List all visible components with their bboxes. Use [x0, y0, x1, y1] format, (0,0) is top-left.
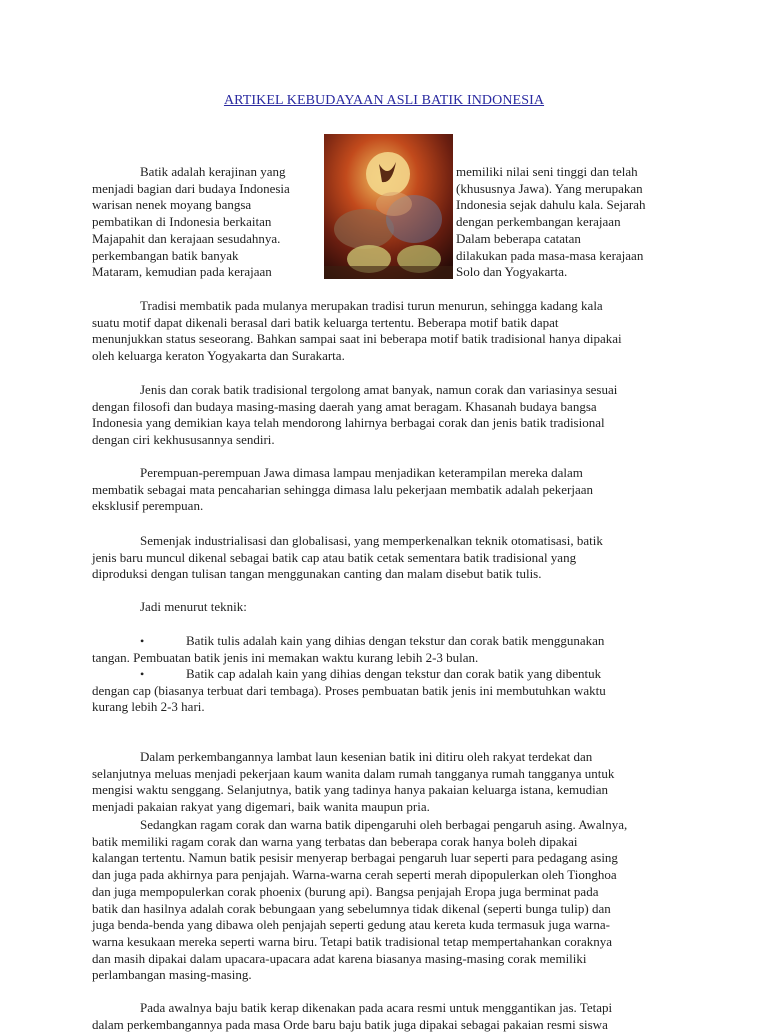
text-line: Mataram, kemudian pada kerajaan	[92, 264, 272, 280]
text-line: dalam perkembangannya pada masa Orde baru baju batik juga dipakai sebagai pakaian resmi siswa	[92, 1016, 608, 1032]
text-line: Indonesia yang demikian kaya telah mendorong lahirnya berbagai corak dan jenis batik tradisional	[92, 415, 605, 431]
text-line: Sedangkan ragam corak dan warna batik dipengaruhi oleh berbagai pengaruh asing. Awalnya,	[140, 817, 628, 832]
text-line: Batik cap adalah kain yang dihias dengan tekstur dan corak batik yang dibentuk	[186, 666, 602, 681]
text-line: pembatikan di Indonesia berkaitan	[92, 214, 272, 230]
text-line: mengisi waktu senggang. Selanjutnya, batik yang tadinya hanya pakaian keluarga istana, kemudian	[92, 782, 609, 798]
text-line: dilakukan pada masa-masa kerajaan	[456, 247, 644, 263]
text-line: Batik tulis adalah kain yang dihias dengan tekstur dan corak batik menggunakan	[186, 633, 605, 648]
text-line: dengan filosofi dan budaya masing-masing daerah yang amat beragam. Khasanah budaya bangsa	[92, 398, 597, 414]
text-line: Semenjak industrialisasi dan globalisasi, yang memperkenalkan teknik otomatisasi, batik	[140, 533, 603, 548]
text-line: diproduksi dengan tulisan tangan menggunakan canting dan malam disebut batik tulis.	[92, 566, 542, 582]
text-line: batik memiliki ragam corak dan warna yang terbatas dan beberapa corak hanya boleh dipakai	[92, 833, 578, 849]
text-line: menjadi pakaian rakyat yang digemari, baik wanita maupun pria.	[92, 799, 430, 815]
text-line: oleh keluarga keraton Yogyakarta dan Surakarta.	[92, 348, 345, 364]
text-line: dan juga pada akhirnya para penjajah. Warna-warna cerah seperti merah dipopulerkan oleh Tionghoa	[92, 867, 617, 883]
text-line: Indonesia sejak dahulu kala. Sejarah	[456, 197, 646, 213]
text-line: (khususnya Jawa). Yang merupakan	[456, 180, 643, 196]
text-line: dengan ciri kekhususannya sendiri.	[92, 432, 275, 448]
bullet-icon: •	[140, 667, 145, 681]
text-line: Dalam perkembangannya lambat laun kesenian batik ini ditiru oleh rakyat terdekat dan	[140, 749, 593, 764]
text-line: kurang lebih 2-3 hari.	[92, 699, 205, 715]
text-line: Jenis dan corak batik tradisional tergolong amat banyak, namun corak dan variasinya sesuai	[140, 382, 618, 397]
text-line: Perempuan-perempuan Jawa dimasa lampau menjadikan keterampilan mereka dalam	[140, 465, 583, 480]
text-line: dengan cap (biasanya terbuat dari tembaga). Proses pembuatan batik jenis ini membutuhkan waktu	[92, 682, 606, 698]
text-line: Tradisi membatik pada mulanya merupakan tradisi turun menurun, sehingga kadang kala	[140, 298, 603, 313]
text-line: eksklusif perempuan.	[92, 498, 204, 514]
text-line: jenis baru muncul dikenal sebagai batik cap atau batik cetak sementara batik tradisional yang	[92, 549, 577, 565]
text-line: dan juga mempopulerkan corak phoenix (burung api). Bangsa penjajah Eropa juga berminat pada	[92, 883, 599, 899]
text-line: juga benda-benda yang dibawa oleh penjajah seperti gedung atau kereta kuda termasuk juga warna-	[92, 917, 610, 933]
text-line: warisan nenek moyang bangsa	[92, 197, 252, 213]
text-line: dengan perkembangan kerajaan	[456, 214, 621, 230]
text-line: perkembangan batik banyak	[92, 247, 239, 263]
text-line: Batik adalah kerajinan yang	[140, 164, 286, 179]
bullet-icon: •	[140, 634, 145, 648]
text-line: memiliki nilai seni tinggi dan telah	[456, 164, 638, 179]
text-line: kalangan tertentu. Namun batik pesisir menyerap berbagai pengaruh luar seperti para pedagang asing	[92, 850, 618, 866]
text-line: membatik sebagai mata pencaharian sehingga dimasa lalu pekerjaan membatik adalah pekerjaan	[92, 481, 594, 497]
text-line: Pada awalnya baju batik kerap dikenakan pada acara resmi untuk menggantikan jas. Tetapi	[140, 1000, 613, 1015]
text-line: menjadi bagian dari budaya Indonesia	[92, 180, 290, 196]
text-line: Solo dan Yogyakarta.	[456, 264, 568, 280]
text-line: Majapahit dan kerajaan sesudahnya.	[92, 230, 281, 246]
text-line: warna kesukaan mereka seperti warna biru. Tetapi batik tradisional tetap mempertahankan coraknya	[92, 933, 613, 949]
text-line: batik dan hasilnya adalah corak bebungaan yang sebelumnya tidak dikenal (seperti bunga tulip) dan	[92, 900, 611, 916]
batik-painting-image	[324, 134, 453, 279]
text-line: perlambangan masing-masing.	[92, 967, 252, 983]
text-line: Dalam beberapa catatan	[456, 230, 581, 246]
text-line: selanjutnya meluas menjadi pekerjaan kaum wanita dalam rumah tangganya rumah tangganya untuk	[92, 765, 615, 781]
text-line: tangan. Pembuatan batik jenis ini memakan waktu kurang lebih 2-3 bulan.	[92, 649, 479, 665]
text-line: Jadi menurut teknik:	[140, 599, 247, 614]
text-line: dan masih dipakai dalam upacara-upacara adat karena biasanya masing-masing corak memiliki	[92, 950, 587, 966]
text-line: menunjukkan status seseorang. Bahkan sampai saat ini beberapa motif batik tradisional hanya dipakai	[92, 331, 622, 347]
article-title: ARTIKEL KEBUDAYAAN ASLI BATIK INDONESIA	[223, 93, 545, 108]
text-line: suatu motif dapat dikenali berasal dari batik keluarga tertentu. Beberapa motif batik dapat	[92, 314, 559, 330]
